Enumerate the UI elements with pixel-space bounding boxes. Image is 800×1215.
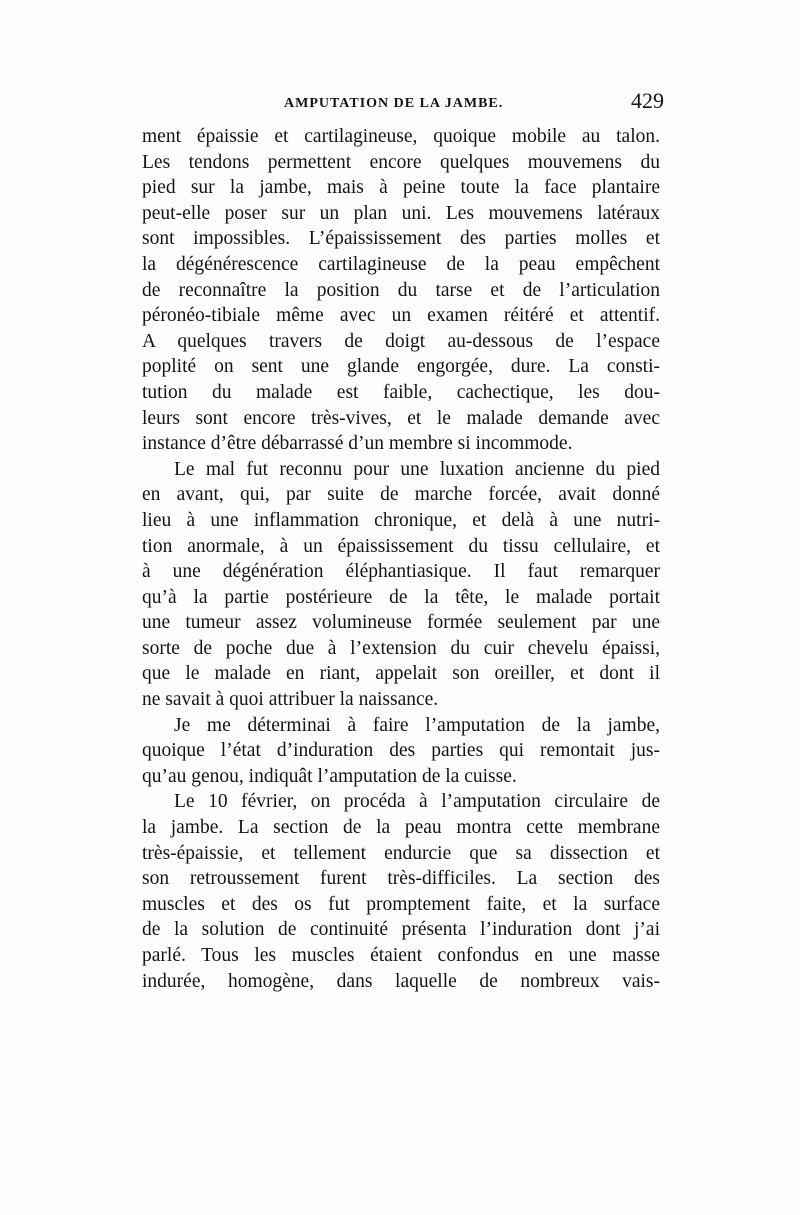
text-line: la dégénérescence cartilagineuse de la peau empêchent <box>142 253 660 275</box>
text-line: quoique l’état d’induration des parties qui remontait jus- <box>142 740 660 762</box>
text-line: Le 10 février, on procéda à l’amputation circulaire de <box>174 791 660 813</box>
text-line: indurée, homogène, dans laquelle de nombreux vais- <box>142 970 660 992</box>
text-line: une tumeur assez volumineuse formée seulement par une <box>142 612 660 634</box>
text-line: sorte de poche due à l’extension du cuir chevelu épaissi, <box>142 637 660 659</box>
text-line: Le mal fut reconnu pour une luxation ancienne du pied <box>174 458 660 480</box>
text-line: leurs sont encore très-vives, et le malade demande avec <box>142 407 660 429</box>
text-line: poplité on sent une glande engorgée, dure. La consti- <box>142 356 660 378</box>
text-line: peut-elle poser sur un plan uni. Les mouvemens latéraux <box>142 202 660 224</box>
text-line: qu’à la partie postérieure de la tête, le malade portait <box>142 586 660 608</box>
running-head-title: AMPUTATION DE LA JAMBE. <box>284 96 504 111</box>
text-line: ment épaissie et cartilagineuse, quoique mobile au talon. <box>142 126 660 147</box>
text-line: tion anormale, à un épaississement du tissu cellulaire, et <box>142 535 660 557</box>
text-line: ne savait à quoi attribuer la naissance. <box>142 689 439 711</box>
text-line: Les tendons permettent encore quelques mouvemens du <box>142 151 660 173</box>
text-line: son retroussement furent très-difficiles. La section des <box>142 868 660 890</box>
text-line: sont impossibles. L’épaississement des parties molles et <box>142 228 660 250</box>
body-text <box>142 124 660 994</box>
text-line: de la solution de continuité présenta l’induration dont j’ai <box>142 919 660 941</box>
text-line: en avant, qui, par suite de marche forcée, avait donné <box>142 484 660 506</box>
text-line: qu’au genou, indiquât l’amputation de la cuisse. <box>142 765 517 787</box>
page-number: 429 <box>631 88 664 113</box>
text-line: tution du malade est faible, cachectique, les dou- <box>142 381 660 403</box>
text-line: péronéo-tibiale même avec un examen réitéré et attentif. <box>142 305 660 327</box>
text-line: muscles et des os fut promptement faite, et la surface <box>142 893 660 915</box>
text-line: que le malade en riant, appelait son oreiller, et dont il <box>142 663 660 685</box>
text-line: à une dégénération éléphantiasique. Il faut remarquer <box>142 561 660 583</box>
text-line: pied sur la jambe, mais à peine toute la face plantaire <box>142 177 660 199</box>
text-line: A quelques travers de doigt au-dessous de l’espace <box>142 330 660 352</box>
running-head <box>140 88 670 118</box>
text-line: parlé. Tous les muscles étaient confondus en une masse <box>142 945 660 966</box>
text-line: très-épaissie, et tellement endurcie que sa dissection et <box>142 842 660 864</box>
text-line: de reconnaître la position du tarse et de l’articulation <box>142 279 660 301</box>
text-line: lieu à une inflammation chronique, et delà à une nutri- <box>142 509 660 531</box>
text-line: la jambe. La section de la peau montra cette membrane <box>142 817 660 839</box>
text-line: instance d’être débarrassé d’un membre si incommode. <box>142 433 573 455</box>
text-line: Je me déterminai à faire l’amputation de la jambe, <box>174 714 660 736</box>
